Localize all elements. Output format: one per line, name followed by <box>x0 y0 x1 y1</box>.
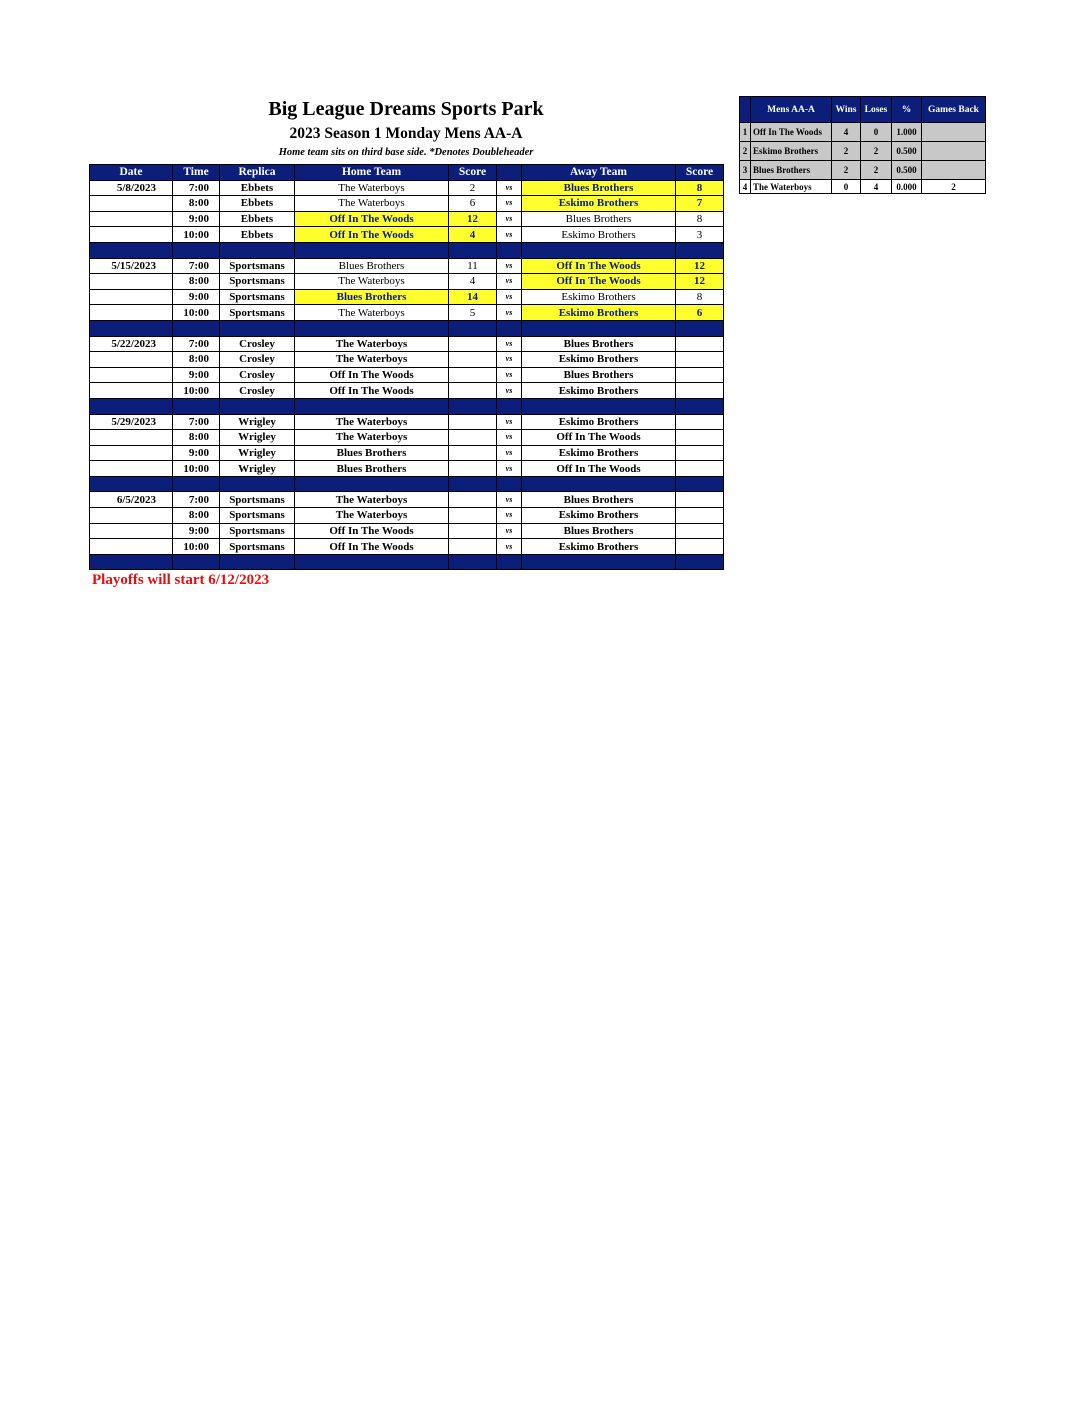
vs-label: vs <box>497 196 522 212</box>
game-field: Ebbets <box>220 227 295 243</box>
standings-header-row <box>740 97 986 123</box>
game-field: Sportsmans <box>220 539 295 555</box>
home-score <box>449 352 497 368</box>
game-field: Crosley <box>220 336 295 352</box>
standings-col-games-back: Games Back <box>922 97 986 123</box>
separator-cell <box>522 554 676 570</box>
away-team: Eskimo Brothers <box>522 508 676 524</box>
separator-cell <box>522 242 676 258</box>
separator-cell <box>173 320 220 336</box>
standings-team: Eskimo Brothers <box>751 142 832 161</box>
game-date <box>90 227 173 243</box>
away-score <box>676 508 724 524</box>
game-field: Crosley <box>220 383 295 399</box>
away-team: Off In The Woods <box>522 274 676 290</box>
separator-cell <box>220 476 295 492</box>
standings-losses: 0 <box>861 123 892 142</box>
col-header-vs <box>497 165 522 181</box>
away-team: Eskimo Brothers <box>522 196 676 212</box>
separator-cell <box>295 242 449 258</box>
away-team: Blues Brothers <box>522 211 676 227</box>
week-separator <box>90 554 724 570</box>
game-time: 10:00 <box>173 383 220 399</box>
separator-cell <box>497 476 522 492</box>
separator-cell <box>676 320 724 336</box>
away-score: 8 <box>676 180 724 196</box>
game-date: 5/29/2023 <box>90 414 173 430</box>
vs-label: vs <box>497 227 522 243</box>
separator-cell <box>497 320 522 336</box>
separator-cell <box>220 242 295 258</box>
col-header-home-team: Home Team <box>295 165 449 181</box>
game-time: 8:00 <box>173 430 220 446</box>
home-score <box>449 383 497 399</box>
away-team: Eskimo Brothers <box>522 383 676 399</box>
home-score: 14 <box>449 289 497 305</box>
game-time: 7:00 <box>173 414 220 430</box>
home-team: The Waterboys <box>295 352 449 368</box>
standings-row <box>740 161 986 180</box>
home-score <box>449 367 497 383</box>
home-score <box>449 336 497 352</box>
separator-cell <box>173 398 220 414</box>
away-team: Off In The Woods <box>522 258 676 274</box>
away-team: Eskimo Brothers <box>522 445 676 461</box>
separator-cell <box>90 242 173 258</box>
away-team: Blues Brothers <box>522 180 676 196</box>
standings-losses: 2 <box>861 161 892 180</box>
game-time: 10:00 <box>173 305 220 321</box>
game-field: Wrigley <box>220 430 295 446</box>
home-team: Off In The Woods <box>295 383 449 399</box>
game-time: 9:00 <box>173 367 220 383</box>
separator-cell <box>295 554 449 570</box>
game-time: 9:00 <box>173 523 220 539</box>
separator-cell <box>220 320 295 336</box>
away-score <box>676 430 724 446</box>
away-score: 8 <box>676 211 724 227</box>
week-separator <box>90 476 724 492</box>
home-team: The Waterboys <box>295 180 449 196</box>
separator-cell <box>676 554 724 570</box>
game-time: 9:00 <box>173 211 220 227</box>
home-score <box>449 523 497 539</box>
away-score: 8 <box>676 289 724 305</box>
vs-label: vs <box>497 414 522 430</box>
away-score: 3 <box>676 227 724 243</box>
table-row <box>90 274 724 290</box>
separator-cell <box>676 242 724 258</box>
home-team: Off In The Woods <box>295 211 449 227</box>
separator-cell <box>295 476 449 492</box>
standings-team: Blues Brothers <box>751 161 832 180</box>
game-date <box>90 211 173 227</box>
standings-games-back <box>922 161 986 180</box>
vs-label: vs <box>497 336 522 352</box>
game-date <box>90 274 173 290</box>
away-score <box>676 523 724 539</box>
standings-wins: 2 <box>832 161 861 180</box>
vs-label: vs <box>497 523 522 539</box>
game-time: 8:00 <box>173 352 220 368</box>
standings-pct: 0.500 <box>892 161 922 180</box>
home-team: The Waterboys <box>295 196 449 212</box>
standings-col-division: Mens AA-A <box>751 97 832 123</box>
table-row <box>90 539 724 555</box>
col-header-date: Date <box>90 165 173 181</box>
standings-games-back <box>922 142 986 161</box>
schedule-note: Home team sits on third base side. *Denotes Doubleheader <box>278 147 534 158</box>
away-team: Eskimo Brothers <box>522 352 676 368</box>
home-score <box>449 430 497 446</box>
col-header-away-team: Away Team <box>522 165 676 181</box>
home-score <box>449 539 497 555</box>
game-time: 7:00 <box>173 180 220 196</box>
game-field: Sportsmans <box>220 523 295 539</box>
home-team: Off In The Woods <box>295 367 449 383</box>
standings-team: The Waterboys <box>751 180 832 194</box>
separator-cell <box>90 476 173 492</box>
separator-cell <box>173 554 220 570</box>
table-row <box>90 414 724 430</box>
vs-label: vs <box>497 305 522 321</box>
away-score <box>676 383 724 399</box>
standings-games-back: 2 <box>922 180 986 194</box>
table-row <box>90 523 724 539</box>
vs-label: vs <box>497 352 522 368</box>
away-team: Blues Brothers <box>522 523 676 539</box>
game-time: 8:00 <box>173 508 220 524</box>
separator-cell <box>220 554 295 570</box>
game-time: 7:00 <box>173 492 220 508</box>
home-team: The Waterboys <box>295 430 449 446</box>
table-row <box>90 508 724 524</box>
separator-cell <box>497 242 522 258</box>
vs-label: vs <box>497 492 522 508</box>
game-time: 8:00 <box>173 196 220 212</box>
separator-cell <box>449 398 497 414</box>
separator-cell <box>90 554 173 570</box>
game-time: 10:00 <box>173 539 220 555</box>
standings-wins: 0 <box>832 180 861 194</box>
home-score: 11 <box>449 258 497 274</box>
standings-row <box>740 142 986 161</box>
standings-col-wins: Wins <box>832 97 861 123</box>
home-team: The Waterboys <box>295 274 449 290</box>
vs-label: vs <box>497 258 522 274</box>
away-team: Eskimo Brothers <box>522 305 676 321</box>
game-field: Sportsmans <box>220 305 295 321</box>
standings-table <box>739 96 986 194</box>
vs-label: vs <box>497 180 522 196</box>
game-time: 9:00 <box>173 445 220 461</box>
home-score <box>449 508 497 524</box>
standings-col-rank <box>740 97 751 123</box>
home-team: Blues Brothers <box>295 445 449 461</box>
home-score <box>449 461 497 477</box>
vs-label: vs <box>497 367 522 383</box>
game-field: Sportsmans <box>220 289 295 305</box>
home-team: The Waterboys <box>295 305 449 321</box>
game-field: Ebbets <box>220 180 295 196</box>
standings-col-pct: % <box>892 97 922 123</box>
game-field: Wrigley <box>220 414 295 430</box>
vs-label: vs <box>497 430 522 446</box>
away-score <box>676 336 724 352</box>
away-score <box>676 352 724 368</box>
table-row <box>90 227 724 243</box>
separator-cell <box>449 476 497 492</box>
game-time: 10:00 <box>173 227 220 243</box>
separator-cell <box>449 554 497 570</box>
standings-rank: 4 <box>740 180 751 194</box>
game-time: 9:00 <box>173 289 220 305</box>
separator-cell <box>90 398 173 414</box>
standings-pct: 0.500 <box>892 142 922 161</box>
schedule-header-row <box>90 165 724 181</box>
home-team: Blues Brothers <box>295 289 449 305</box>
col-header-time: Time <box>173 165 220 181</box>
standings-rank: 2 <box>740 142 751 161</box>
separator-cell <box>90 320 173 336</box>
away-score <box>676 461 724 477</box>
table-row <box>90 211 724 227</box>
game-time: 7:00 <box>173 258 220 274</box>
home-score <box>449 445 497 461</box>
game-date: 5/8/2023 <box>90 180 173 196</box>
standings-pct: 1.000 <box>892 123 922 142</box>
game-date <box>90 508 173 524</box>
vs-label: vs <box>497 461 522 477</box>
week-separator <box>90 398 724 414</box>
table-row <box>90 289 724 305</box>
season-subtitle: 2023 Season 1 Monday Mens AA-A <box>289 125 523 142</box>
away-score: 6 <box>676 305 724 321</box>
game-date <box>90 445 173 461</box>
separator-cell <box>449 242 497 258</box>
home-team: Off In The Woods <box>295 227 449 243</box>
standings-wins: 4 <box>832 123 861 142</box>
table-row <box>90 180 724 196</box>
home-team: The Waterboys <box>295 508 449 524</box>
game-time: 7:00 <box>173 336 220 352</box>
away-team: Eskimo Brothers <box>522 539 676 555</box>
home-team: The Waterboys <box>295 336 449 352</box>
home-team: Off In The Woods <box>295 539 449 555</box>
game-field: Crosley <box>220 352 295 368</box>
home-team: Blues Brothers <box>295 461 449 477</box>
separator-cell <box>295 320 449 336</box>
standings-rank: 1 <box>740 123 751 142</box>
away-team: Blues Brothers <box>522 492 676 508</box>
table-row <box>90 352 724 368</box>
game-field: Sportsmans <box>220 274 295 290</box>
game-field: Sportsmans <box>220 258 295 274</box>
vs-label: vs <box>497 289 522 305</box>
page-title: Big League Dreams Sports Park <box>268 98 544 120</box>
away-team: Blues Brothers <box>522 367 676 383</box>
standings-losses: 4 <box>861 180 892 194</box>
separator-cell <box>522 398 676 414</box>
game-date <box>90 539 173 555</box>
game-date <box>90 289 173 305</box>
standings-rank: 3 <box>740 161 751 180</box>
vs-label: vs <box>497 211 522 227</box>
table-row <box>90 305 724 321</box>
game-field: Wrigley <box>220 461 295 477</box>
home-score: 12 <box>449 211 497 227</box>
home-score: 6 <box>449 196 497 212</box>
away-team: Off In The Woods <box>522 430 676 446</box>
separator-cell <box>676 476 724 492</box>
separator-cell <box>449 320 497 336</box>
away-team: Eskimo Brothers <box>522 227 676 243</box>
game-time: 8:00 <box>173 274 220 290</box>
table-row <box>90 445 724 461</box>
standings-row <box>740 180 986 194</box>
game-date <box>90 305 173 321</box>
home-score: 5 <box>449 305 497 321</box>
week-separator <box>90 320 724 336</box>
schedule-table <box>89 164 724 570</box>
game-date <box>90 461 173 477</box>
table-row <box>90 336 724 352</box>
table-row <box>90 258 724 274</box>
standings-losses: 2 <box>861 142 892 161</box>
separator-cell <box>522 320 676 336</box>
game-date: 5/15/2023 <box>90 258 173 274</box>
home-team: The Waterboys <box>295 492 449 508</box>
standings-row <box>740 123 986 142</box>
away-score <box>676 539 724 555</box>
separator-cell <box>220 398 295 414</box>
vs-label: vs <box>497 508 522 524</box>
week-separator <box>90 242 724 258</box>
game-date: 6/5/2023 <box>90 492 173 508</box>
table-row <box>90 461 724 477</box>
away-score <box>676 414 724 430</box>
away-score <box>676 445 724 461</box>
vs-label: vs <box>497 445 522 461</box>
standings-col-losses: Loses <box>861 97 892 123</box>
game-field: Ebbets <box>220 211 295 227</box>
away-team: Blues Brothers <box>522 336 676 352</box>
home-score <box>449 492 497 508</box>
playoffs-note: Playoffs will start 6/12/2023 <box>92 572 270 588</box>
vs-label: vs <box>497 383 522 399</box>
vs-label: vs <box>497 539 522 555</box>
table-row <box>90 430 724 446</box>
standings-pct: 0.000 <box>892 180 922 194</box>
col-header-home-score: Score <box>449 165 497 181</box>
separator-cell <box>173 476 220 492</box>
away-team: Off In The Woods <box>522 461 676 477</box>
separator-cell <box>522 476 676 492</box>
home-team: Blues Brothers <box>295 258 449 274</box>
standings-wins: 2 <box>832 142 861 161</box>
game-date <box>90 367 173 383</box>
game-field: Sportsmans <box>220 508 295 524</box>
table-row <box>90 367 724 383</box>
game-date <box>90 430 173 446</box>
table-row <box>90 196 724 212</box>
away-score: 12 <box>676 258 724 274</box>
vs-label: vs <box>497 274 522 290</box>
away-score <box>676 367 724 383</box>
game-date <box>90 523 173 539</box>
separator-cell <box>676 398 724 414</box>
home-score: 2 <box>449 180 497 196</box>
home-score: 4 <box>449 227 497 243</box>
home-score <box>449 414 497 430</box>
separator-cell <box>295 398 449 414</box>
home-team: Off In The Woods <box>295 523 449 539</box>
col-header-away-score: Score <box>676 165 724 181</box>
game-time: 10:00 <box>173 461 220 477</box>
away-team: Eskimo Brothers <box>522 289 676 305</box>
game-date <box>90 196 173 212</box>
home-team: The Waterboys <box>295 414 449 430</box>
separator-cell <box>497 398 522 414</box>
away-score: 7 <box>676 196 724 212</box>
away-team: Eskimo Brothers <box>522 414 676 430</box>
standings-team: Off In The Woods <box>751 123 832 142</box>
game-field: Ebbets <box>220 196 295 212</box>
separator-cell <box>173 242 220 258</box>
game-field: Crosley <box>220 367 295 383</box>
game-date <box>90 383 173 399</box>
table-row <box>90 492 724 508</box>
game-date <box>90 352 173 368</box>
standings-games-back <box>922 123 986 142</box>
col-header-replica: Replica <box>220 165 295 181</box>
home-score: 4 <box>449 274 497 290</box>
away-score: 12 <box>676 274 724 290</box>
separator-cell <box>497 554 522 570</box>
game-field: Wrigley <box>220 445 295 461</box>
game-date: 5/22/2023 <box>90 336 173 352</box>
away-score <box>676 492 724 508</box>
table-row <box>90 383 724 399</box>
game-field: Sportsmans <box>220 492 295 508</box>
